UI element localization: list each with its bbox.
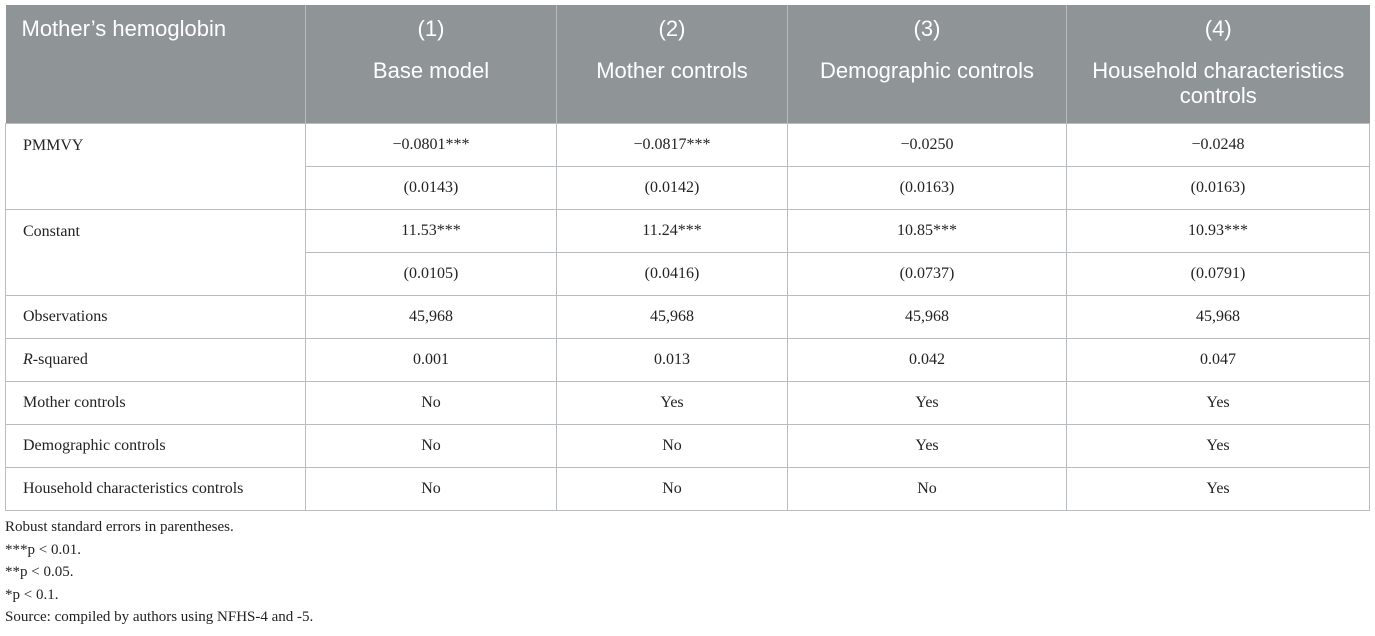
table-body (6, 124, 1370, 511)
se-cell: (0.0143) (306, 167, 557, 210)
table-header (6, 5, 1370, 124)
regression-table-container (5, 5, 1369, 629)
value-cell: 0.042 (788, 339, 1067, 382)
value-cell: Yes (1067, 468, 1370, 511)
corner-label: Mother’s hemoglobin (6, 5, 306, 53)
coef-cell: 11.24*** (557, 210, 788, 253)
value-cell: No (306, 382, 557, 425)
value-cell: No (557, 468, 788, 511)
header-row-numbers (6, 5, 1370, 53)
value-cell: Yes (1067, 425, 1370, 468)
table-row (6, 382, 1370, 425)
row-label-italic: R (23, 351, 33, 368)
footnote: Robust standard errors in parentheses. (5, 519, 234, 535)
coef-cell: 10.93*** (1067, 210, 1370, 253)
se-cell: (0.0163) (788, 167, 1067, 210)
row-label: Household characteristics controls (6, 468, 306, 511)
regression-table (5, 5, 1370, 511)
se-cell: (0.0737) (788, 253, 1067, 296)
row-label: PMMVY (6, 124, 306, 210)
value-cell: No (306, 468, 557, 511)
se-cell: (0.0105) (306, 253, 557, 296)
column-number: (2) (557, 5, 788, 53)
footnote: *p < 0.1. (5, 586, 59, 603)
column-number: (3) (788, 5, 1067, 53)
se-cell: (0.0142) (557, 167, 788, 210)
table-row (6, 124, 1370, 167)
coef-cell: 10.85*** (788, 210, 1067, 253)
value-cell: Yes (1067, 382, 1370, 425)
row-label-rest: -squared (32, 351, 88, 368)
coef-cell: −0.0250 (788, 124, 1067, 167)
table-row (6, 468, 1370, 511)
row-label: Demographic controls (6, 425, 306, 468)
coef-cell: 11.53*** (306, 210, 557, 253)
value-cell: Yes (557, 382, 788, 425)
value-cell: 45,968 (1067, 296, 1370, 339)
value-cell: No (788, 468, 1067, 511)
value-cell: Yes (788, 425, 1067, 468)
column-title: Mother controls (557, 53, 788, 124)
corner-spacer (6, 53, 306, 124)
value-cell: No (306, 425, 557, 468)
table-footnotes (5, 516, 1369, 629)
se-cell: (0.0791) (1067, 253, 1370, 296)
column-title: Household characteristics controls (1067, 53, 1370, 124)
table-row (6, 210, 1370, 253)
row-label (6, 339, 306, 382)
value-cell: 45,968 (557, 296, 788, 339)
table-row (6, 296, 1370, 339)
row-label: Constant (6, 210, 306, 296)
value-cell: 0.001 (306, 339, 557, 382)
footnote: **p < 0.05. (5, 564, 74, 580)
footnote: Source: compiled by authors using NFHS-4 and -5. (5, 609, 314, 625)
column-title: Demographic controls (788, 53, 1067, 124)
se-cell: (0.0416) (557, 253, 788, 296)
column-number: (1) (306, 5, 557, 53)
column-title: Base model (306, 53, 557, 124)
footnote: ***p < 0.01. (5, 541, 81, 558)
row-label: Observations (6, 296, 306, 339)
value-cell: 45,968 (788, 296, 1067, 339)
table-row (6, 339, 1370, 382)
value-cell: 0.047 (1067, 339, 1370, 382)
row-label: Mother controls (6, 382, 306, 425)
value-cell: No (557, 425, 788, 468)
value-cell: Yes (788, 382, 1067, 425)
value-cell: 0.013 (557, 339, 788, 382)
coef-cell: −0.0248 (1067, 124, 1370, 167)
coef-cell: −0.0817*** (557, 124, 788, 167)
coef-cell: −0.0801*** (306, 124, 557, 167)
column-number: (4) (1067, 5, 1370, 53)
value-cell: 45,968 (306, 296, 557, 339)
header-row-titles (6, 53, 1370, 124)
se-cell: (0.0163) (1067, 167, 1370, 210)
table-row (6, 425, 1370, 468)
